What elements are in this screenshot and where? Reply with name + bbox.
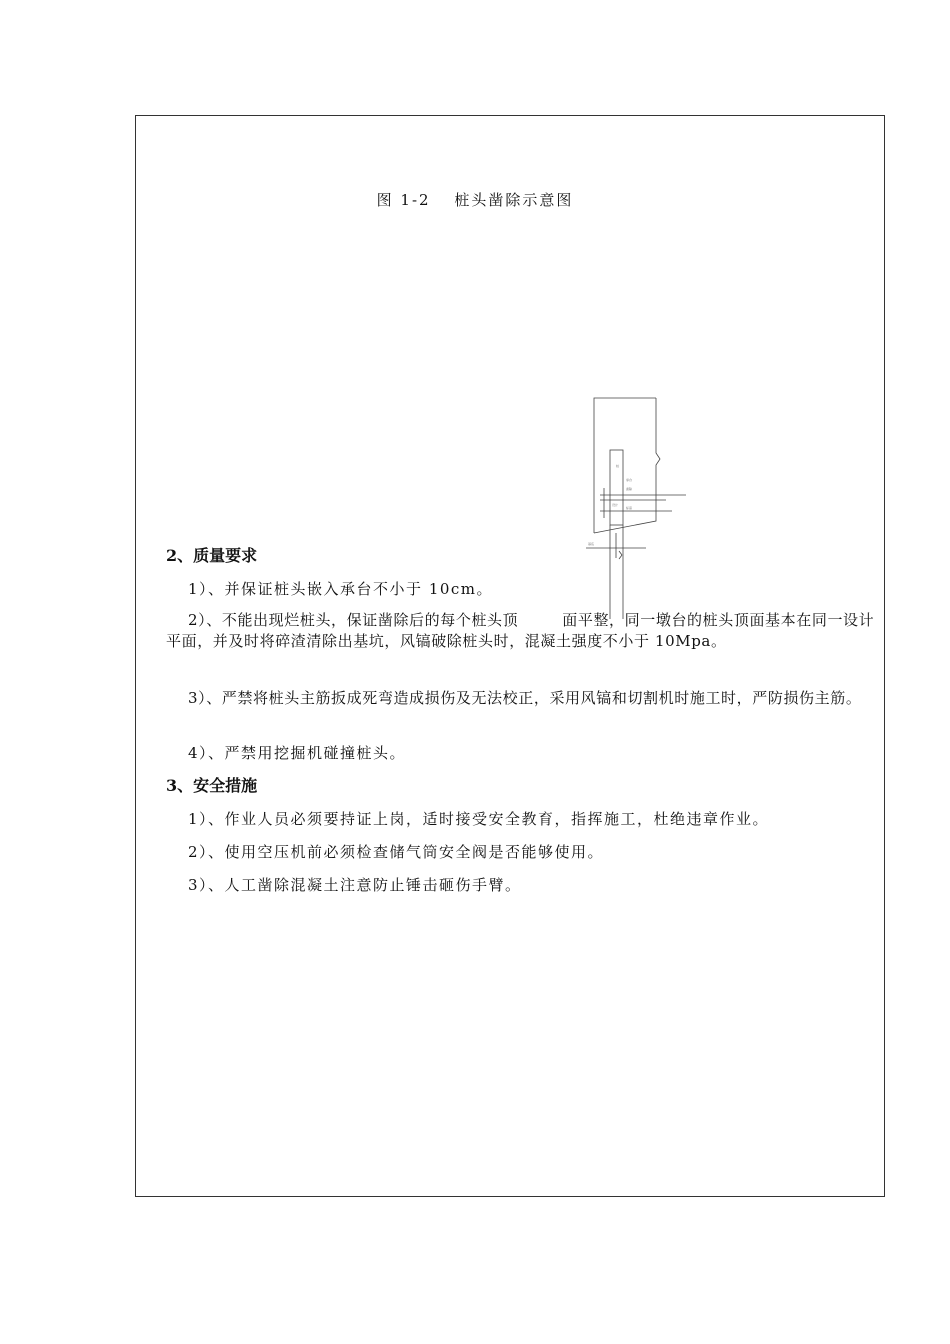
safety-heading: 3、安全措施 [166, 776, 258, 795]
svg-text:桩: 桩 [616, 464, 620, 468]
document-frame [135, 115, 885, 1197]
quality-item-2-part1: 2）、不能出现烂桩头，保证凿除后的每个桩头顶 [188, 611, 519, 629]
quality-item-1: 1）、并保证桩头嵌入承台不小于 10cm。 [188, 580, 494, 598]
safety-item-3: 3）、人工凿除混凝土注意防止锤击砸伤手臂。 [188, 876, 522, 894]
figure-caption: 图 1-2 桩头凿除示意图 [376, 191, 574, 209]
quality-item-4: 4）、严禁用挖掘机碰撞桩头。 [188, 744, 407, 762]
quality-item-2 [166, 610, 880, 652]
quality-heading: 2、质量要求 [166, 546, 258, 565]
svg-text:基底: 基底 [588, 542, 595, 546]
quality-item-2-part2: 面平整，同一墩台的桩头顶面基本在同一设计平面，并及时将碎渣清除出基坑，风镐破除桩头时，混凝土强度不小于 10Mpa。 [166, 611, 875, 650]
safety-item-2: 2）、使用空压机前必须检查储气筒安全阀是否能够使用。 [188, 843, 605, 861]
quality-item-3: 3）、严禁将桩头主筋扳成死弯造成损伤及无法校正，采用风镐和切割机时施工时，严防损伤主筋。 [188, 689, 862, 707]
svg-text:凿除: 凿除 [626, 487, 633, 491]
pile-head-drawing [586, 393, 686, 623]
svg-text:承台: 承台 [626, 478, 633, 482]
svg-text:设计: 设计 [612, 503, 619, 507]
svg-text:标高: 标高 [626, 506, 633, 510]
safety-item-1: 1）、作业人员必须要持证上岗，适时接受安全教育，指挥施工，杜绝违章作业。 [188, 810, 770, 828]
